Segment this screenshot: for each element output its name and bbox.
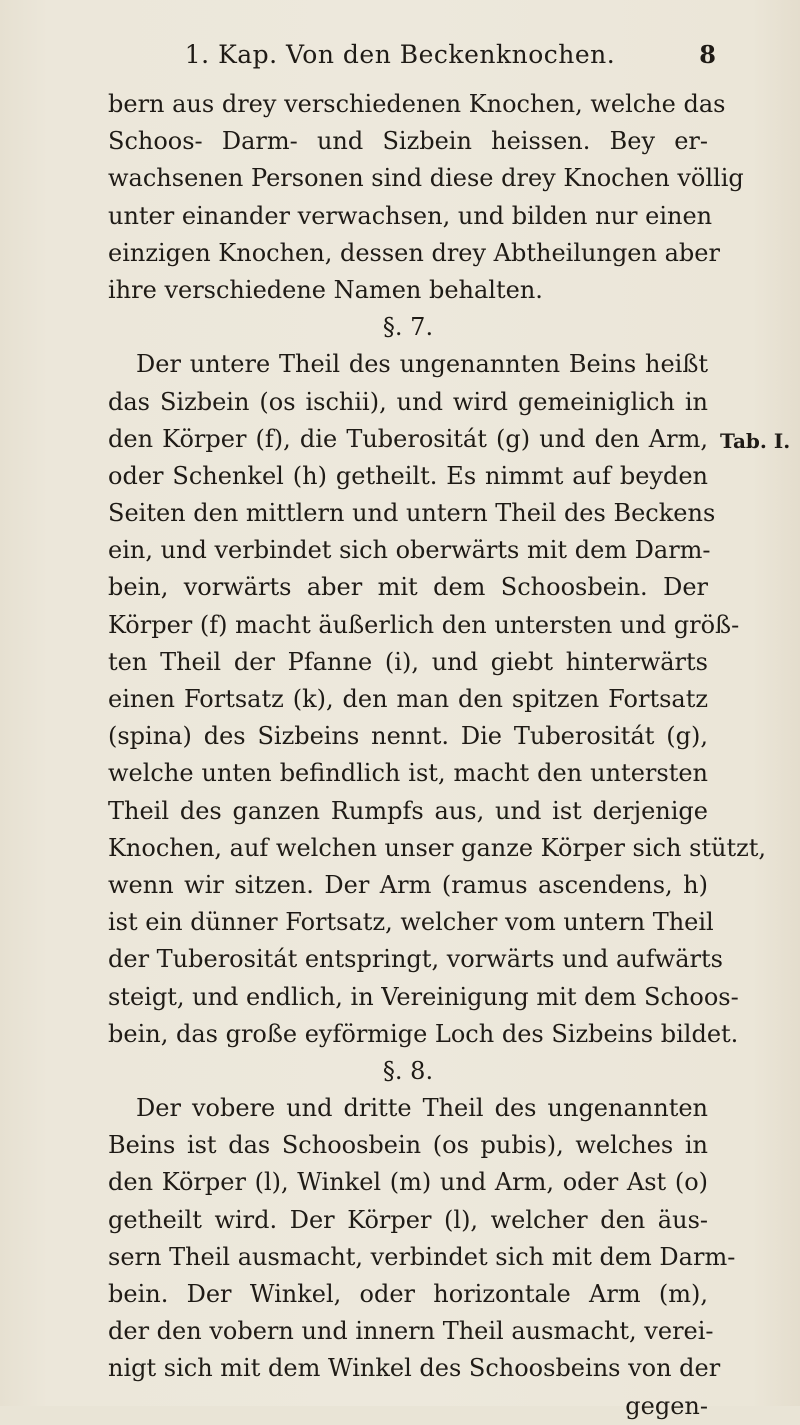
text-line: der Tuberositát entspringt, vorwärts und aufwärts	[108, 945, 723, 974]
catchword: gegen-	[625, 1391, 708, 1420]
text-line: wenn wir sitzen. Der Arm (ramus ascendens, h)	[108, 870, 708, 899]
section-heading-7: §. 7.	[382, 313, 434, 342]
text-line: oder Schenkel (h) getheilt. Es nimmt auf beyden	[108, 461, 708, 490]
text-line: wachsenen Personen sind diese drey Knochen völlig	[108, 164, 744, 193]
text-line: ist ein dünner Fortsatz, welcher vom untern Theil	[108, 908, 714, 937]
text-line: einen Fortsatz (k), den man den spitzen Fortsatz	[108, 685, 708, 713]
text-line: Beins ist das Schoosbein (os pubis), welches in	[108, 1131, 708, 1160]
text-line: den Körper (l), Winkel (m) und Arm, oder Ast (o)	[108, 1168, 708, 1197]
margin-note-tab: Tab. I.	[720, 429, 791, 453]
text-line: bein. Der Winkel, oder horizontale Arm (m),	[108, 1280, 708, 1308]
text-line: einzigen Knochen, dessen drey Abtheilungen aber	[108, 238, 720, 267]
text-line: nigt sich mit dem Winkel des Schoosbeins von der	[108, 1354, 721, 1383]
text-line: Körper (f) macht äußerlich den untersten und größ-	[108, 610, 740, 639]
text-line: der den vobern und innern Theil ausmacht, verei-	[108, 1317, 714, 1346]
text-line: den Körper (f), die Tuberositát (g) und den Arm,	[108, 424, 708, 453]
text-line: (spina) des Sizbeins nennt. Die Tuberositát (g),	[108, 722, 708, 751]
text-line: das Sizbein (os ischii), und wird gemeiniglich in	[108, 387, 708, 416]
text-line: Der vobere und dritte Theil des ungenannten	[136, 1094, 708, 1123]
text-line: Schoos- Darm- und Sizbein heissen. Bey er-	[108, 127, 708, 156]
text-line: welche unten befindlich ist, macht den untersten	[108, 759, 708, 788]
text-line: Der untere Theil des ungenannten Beins heißt	[136, 350, 708, 379]
text-line: bein, vorwärts aber mit dem Schoosbein. Der	[108, 573, 708, 602]
section-heading-8: §. 8.	[382, 1056, 434, 1085]
text-line: ihre verschiedene Namen behalten.	[108, 275, 543, 304]
text-line: ten Theil der Pfanne (i), und giebt hinterwärts	[108, 647, 708, 676]
text-line: Theil des ganzen Rumpfs aus, und ist derjenige	[108, 796, 708, 825]
text-line: getheilt wird. Der Körper (l), welcher den äus-	[108, 1205, 708, 1234]
text-line: Knochen, auf welchen unser ganze Körper sich stützt,	[108, 833, 767, 862]
text-line: steigt, und endlich, in Vereinigung mit dem Schoos-	[108, 982, 739, 1011]
text-line: sern Theil ausmacht, verbindet sich mit dem Darm-	[108, 1242, 736, 1271]
text-line: Seiten den mittlern und untern Theil des Beckens	[108, 499, 716, 528]
text-line: bern aus drey verschiedenen Knochen, welche das	[108, 90, 726, 118]
running-head: 1. Kap. Von den Beckenknochen.	[184, 40, 616, 69]
signature-mark: 8	[699, 40, 716, 69]
text-line: unter einander verwachsen, und bilden nur einen	[108, 201, 713, 230]
text-line: bein, das große eyförmige Loch des Sizbeins bildet.	[108, 1019, 739, 1048]
page-header	[0, 40, 800, 80]
text-line: ein, und verbindet sich oberwärts mit dem Darm-	[108, 536, 711, 565]
